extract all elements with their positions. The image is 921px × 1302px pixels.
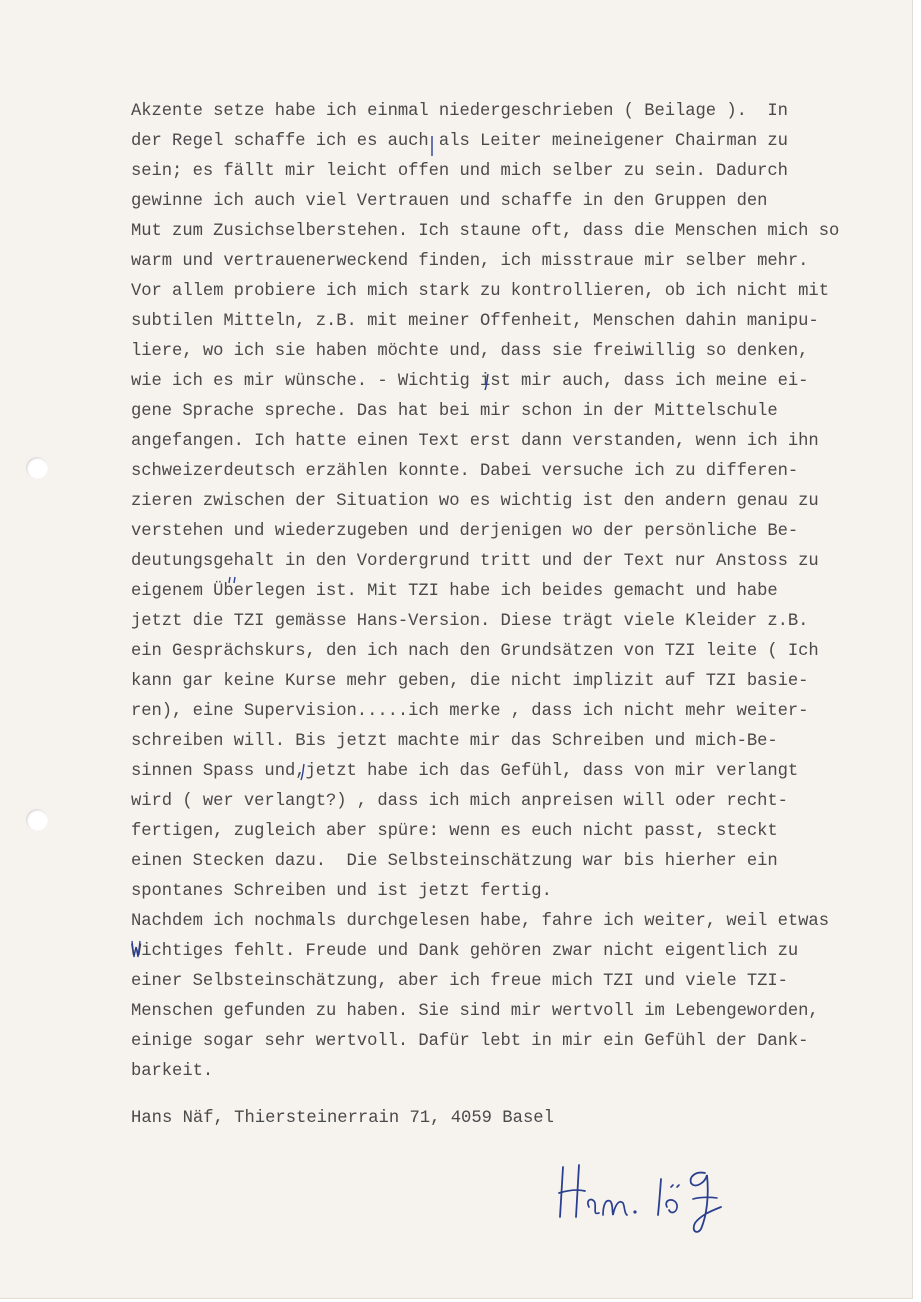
text-line: wie ich es mir wünsche. - Wichtig ist mir auch, dass ich meine ei-	[131, 372, 809, 391]
text-line: deutungsgehalt in den Vordergrund tritt und der Text nur Anstoss zu	[131, 552, 819, 571]
text-line: liere, wo ich sie haben möchte und, dass sie freiwillig so denken,	[131, 342, 809, 361]
text-line: Wichtiges fehlt. Freude und Dank gehören zwar nicht eigentlich zu	[131, 942, 799, 961]
text-line: gewinne ich auch viel Vertrauen und schaffe in den Gruppen den	[131, 192, 768, 211]
text-line: Nachdem ich nochmals durchgelesen habe, fahre ich weiter, weil etwas	[131, 912, 829, 931]
text-line: ren), eine Supervision.....ich merke , dass ich nicht mehr weiter-	[131, 702, 809, 721]
text-line: sein; es fällt mir leicht offen und mich selber zu sein. Dadurch	[131, 162, 788, 181]
handwritten-signature	[555, 1155, 735, 1235]
text-line: fertigen, zugleich aber spüre: wenn es euch nicht passt, steckt	[131, 822, 778, 841]
text-line: einen Stecken dazu. Die Selbsteinschätzung war bis hierher ein	[131, 852, 778, 871]
text-line: sinnen Spass und,jetzt habe ich das Gefühl, dass von mir verlangt	[131, 762, 799, 781]
text-line: warm und vertrauenerweckend finden, ich misstraue mir selber mehr.	[131, 252, 809, 271]
text-line: gene Sprache spreche. Das hat bei mir schon in der Mittelschule	[131, 402, 778, 421]
text-line: angefangen. Ich hatte einen Text erst dann verstanden, wenn ich ihn	[131, 432, 819, 451]
text-line: subtilen Mitteln, z.B. mit meiner Offenheit, Menschen dahin manipu-	[131, 312, 819, 331]
text-line: wird ( wer verlangt?) , dass ich mich anpreisen will oder recht-	[131, 792, 788, 811]
text-line: jetzt die TZI gemässe Hans-Version. Diese trägt viele Kleider z.B.	[131, 612, 809, 631]
text-line: einer Selbsteinschätzung, aber ich freue mich TZI und viele TZI-	[131, 972, 788, 991]
text-line: einige sogar sehr wertvoll. Dafür lebt in mir ein Gefühl der Dank-	[131, 1032, 809, 1051]
text-line: spontanes Schreiben und ist jetzt fertig.	[131, 882, 552, 901]
text-line: verstehen und wiederzugeben und derjenigen wo der persönliche Be-	[131, 522, 799, 541]
text-line: schweizerdeutsch erzählen konnte. Dabei versuche ich zu differen-	[131, 462, 799, 481]
text-line: eigenem Überlegen ist. Mit TZI habe ich beides gemacht und habe	[131, 582, 778, 601]
text-line: Vor allem probiere ich mich stark zu kontrollieren, ob ich nicht mit	[131, 282, 829, 301]
punch-hole-top	[26, 457, 48, 479]
text-line: schreiben will. Bis jetzt machte mir das Schreiben und mich-Be-	[131, 732, 778, 751]
text-line: Akzente setze habe ich einmal niedergeschrieben ( Beilage ). In	[131, 102, 788, 121]
text-line: Mut zum Zusichselberstehen. Ich staune oft, dass die Menschen mich so	[131, 222, 840, 241]
text-line: barkeit.	[131, 1062, 214, 1081]
text-line: zieren zwischen der Situation wo es wichtig ist den andern genau zu	[131, 492, 819, 511]
letter-body	[131, 97, 839, 1087]
text-line: Menschen gefunden zu haben. Sie sind mir wertvoll im Lebengeworden,	[131, 1002, 819, 1021]
text-line: kann gar keine Kurse mehr geben, die nicht implizit auf TZI basie-	[131, 672, 809, 691]
punch-hole-bottom	[26, 809, 48, 831]
text-line: der Regel schaffe ich es auch als Leiter meineigener Chairman zu	[131, 132, 788, 151]
text-line: ein Gesprächskurs, den ich nach den Grundsätzen von TZI leite ( Ich	[131, 642, 819, 661]
sender-address: Hans Näf, Thiersteinerrain 71, 4059 Basel	[131, 1109, 554, 1128]
